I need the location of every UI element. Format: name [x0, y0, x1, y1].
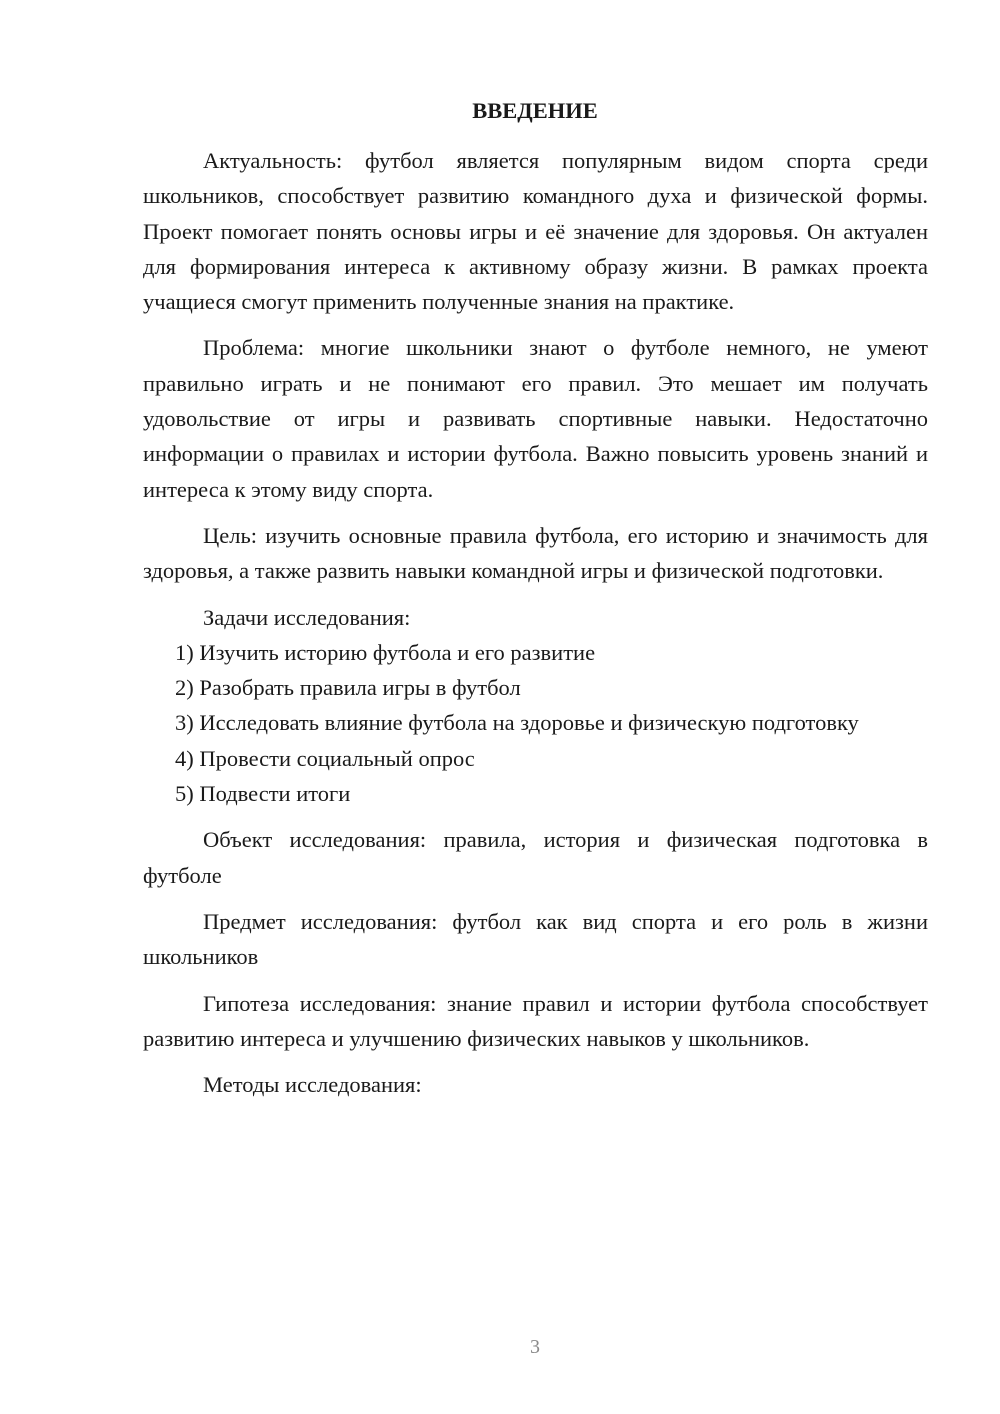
document-body	[143, 143, 928, 1102]
subject-paragraph: Предмет исследования: футбол как вид спорта и его роль в жизни школьников	[143, 908, 928, 970]
list-item: 3) Исследовать влияние футбола на здоровье и физическую подготовку	[175, 710, 859, 736]
goal-paragraph: Цель: изучить основные правила футбола, его историю и значимость для здоровья, а также развить навыки командной игры и физической подготовки.	[143, 522, 928, 584]
list-item: 4) Провести социальный опрос	[175, 745, 475, 771]
list-item: 5) Подвести итоги	[175, 781, 351, 807]
object-paragraph: Объект исследования: правила, история и физическая подготовка в футболе	[143, 827, 928, 888]
tasks-list	[143, 635, 928, 811]
page-number: 3	[530, 1336, 540, 1358]
tasks-heading: Задачи исследования:	[203, 604, 411, 630]
list-item: 2) Разобрать правила игры в футбол	[175, 675, 521, 701]
hypothesis-paragraph: Гипотеза исследования: знание правил и истории футбола способствует развитию интереса и улучшению физических навыков у школьников.	[143, 990, 928, 1051]
problem-paragraph: Проблема: многие школьники знают о футболе немного, не умеют правильно играть и не понимают его правил. Это мешает им получать удовольствие от игры и развивать спортивные навыки. Недостаточно информации о правилах и истории футбола. Важно повысить уровень знаний и интереса к этому виду спорта.	[143, 335, 928, 502]
methods-heading: Методы исследования:	[203, 1072, 422, 1098]
relevance-paragraph: Актуальность: футбол является популярным видом спорта среди школьников, способствует развитию командного духа и физической формы. Проект помогает понять основы игры и её значение для здоровья. Он актуален для формирования интереса к активному образу жизни. В рамках проекта учащиеся смогут применить полученные знания на практике.	[143, 148, 928, 315]
list-item: 1) Изучить историю футбола и его развитие	[175, 639, 596, 665]
page-title: ВВЕДЕНИЕ	[472, 98, 598, 123]
